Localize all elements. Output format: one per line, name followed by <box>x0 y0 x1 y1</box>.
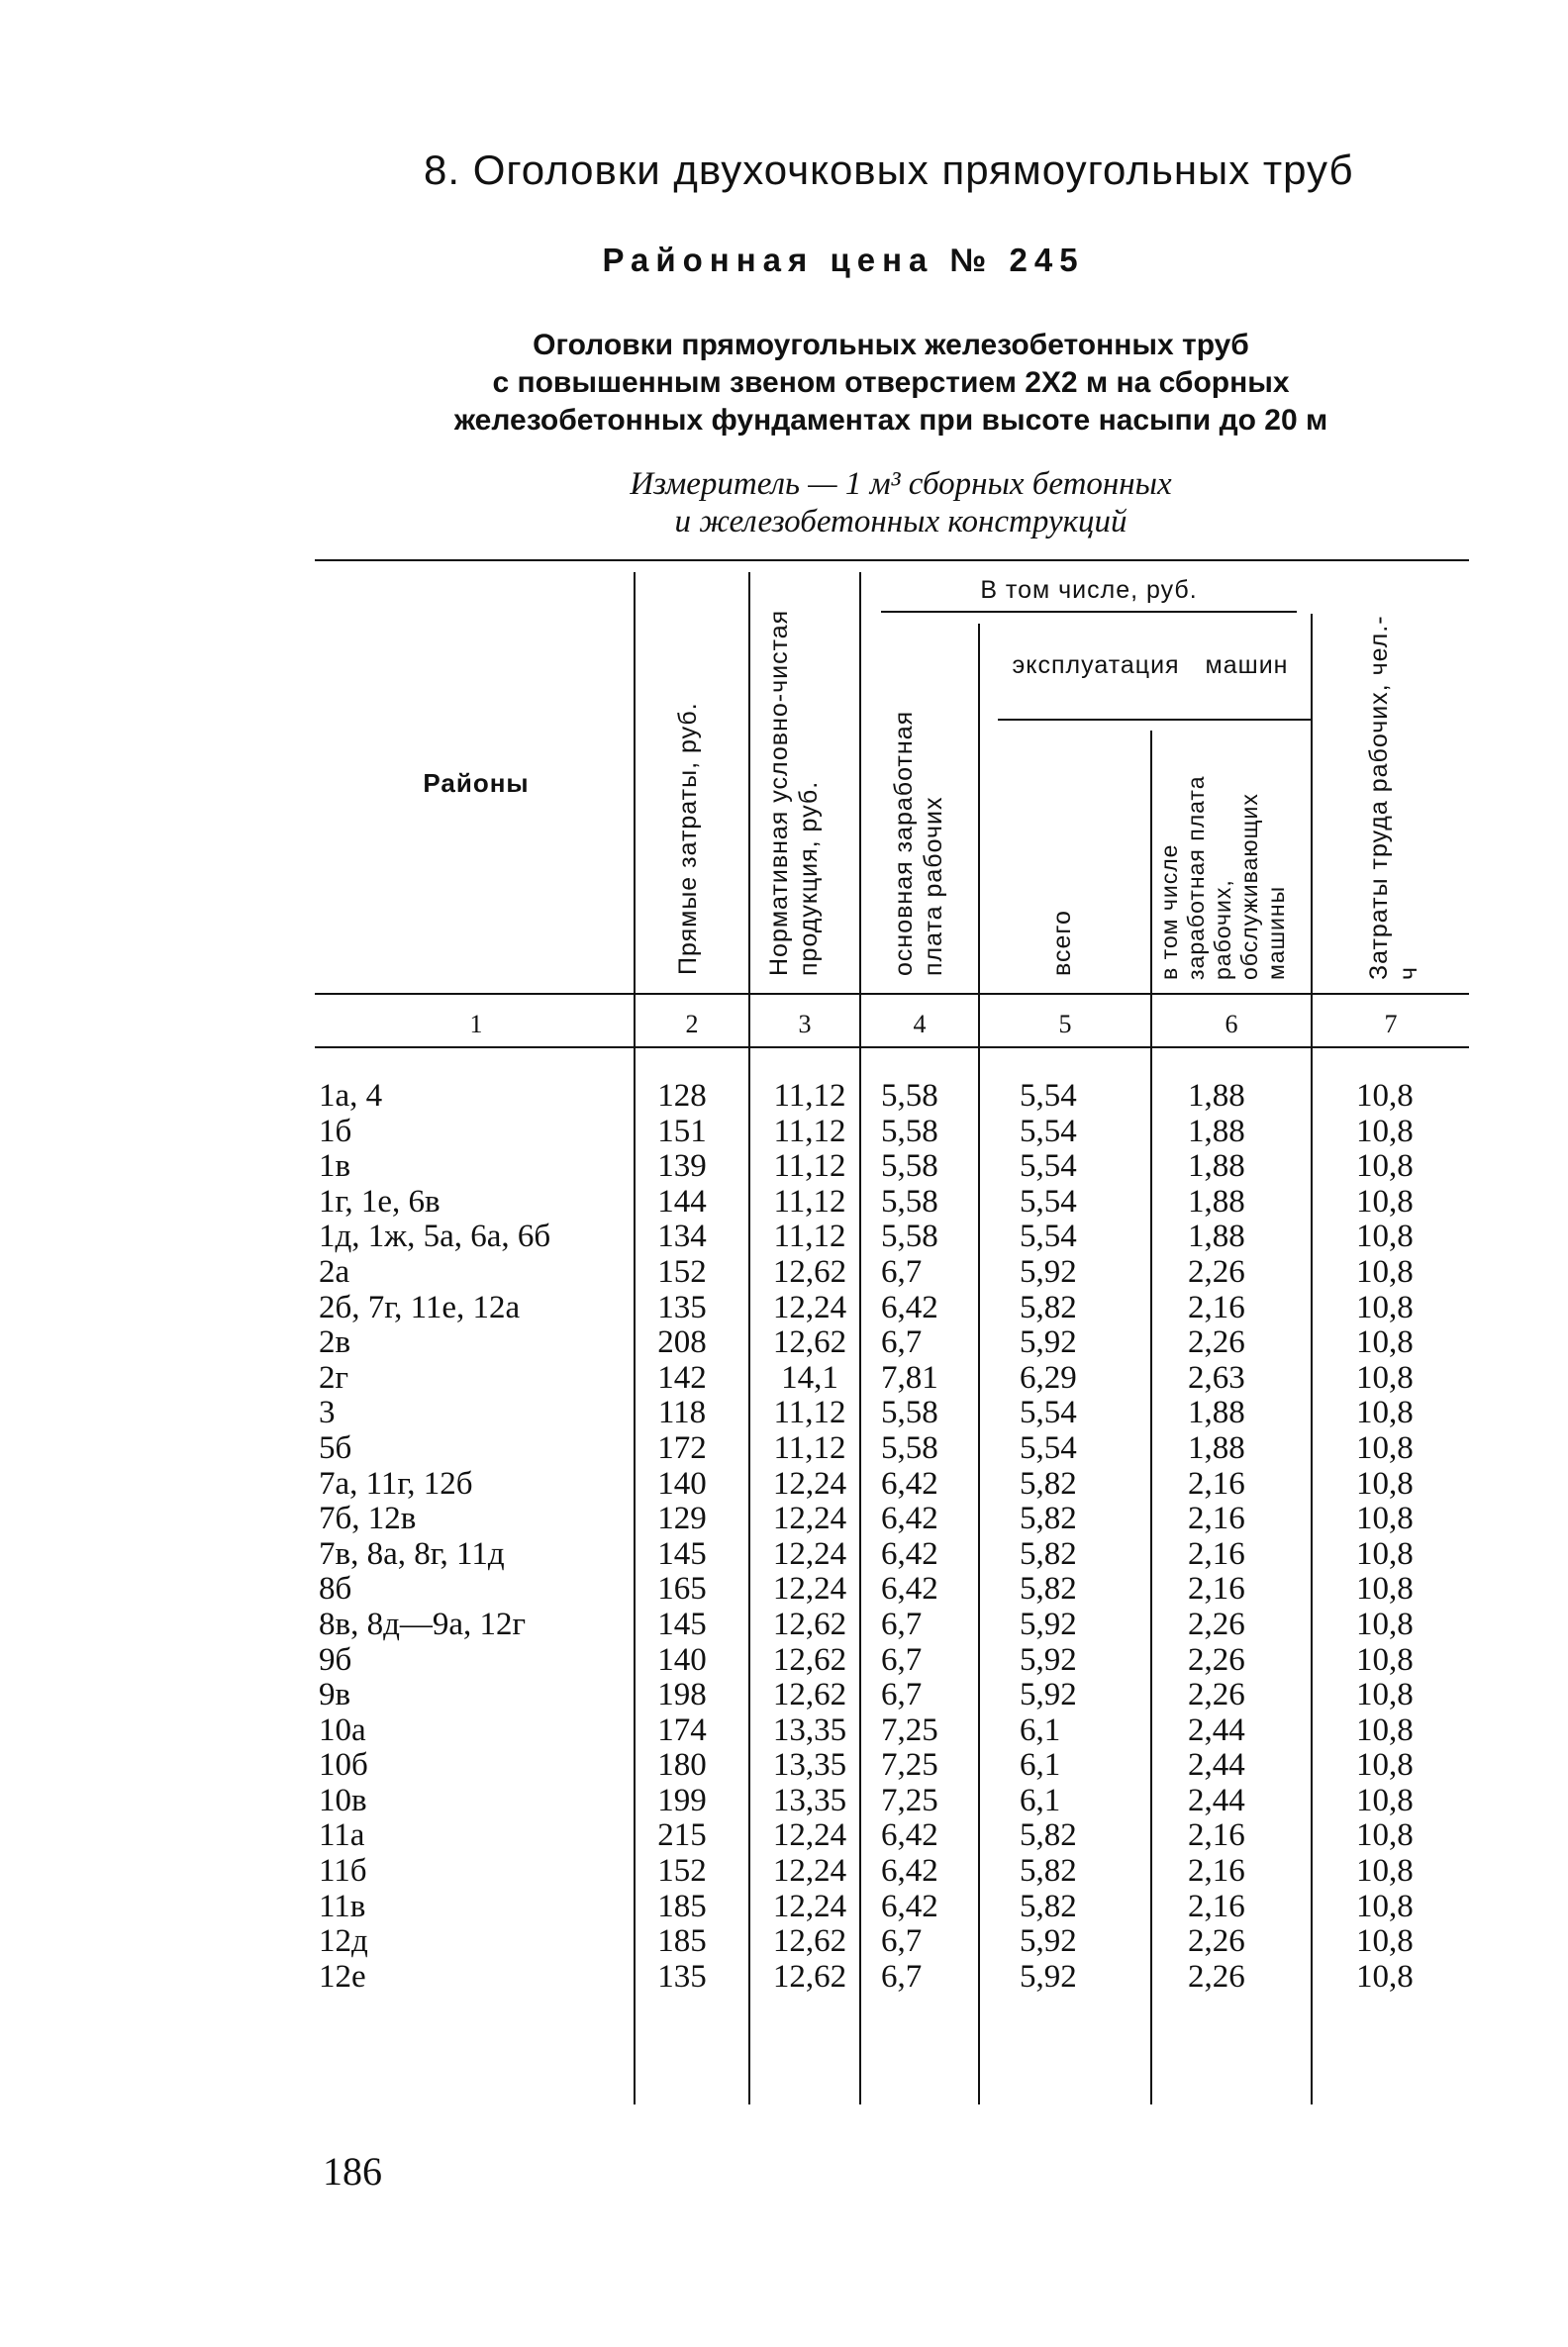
column-number: 3 <box>798 1010 812 1038</box>
direct-costs-cell: 198 <box>657 1677 707 1713</box>
district-cell: 12д <box>319 1923 368 1960</box>
machine-wage-cell: 1,88 <box>1188 1078 1245 1114</box>
labor-cell: 10,8 <box>1356 1253 1414 1290</box>
district-cell: 7б, 12в <box>319 1501 417 1537</box>
table-row <box>0 1325 1568 1361</box>
machine-total-cell: 5,82 <box>1020 1465 1077 1502</box>
district-cell: 2г <box>319 1359 349 1396</box>
column-number: 7 <box>1384 1010 1398 1038</box>
direct-costs-cell: 172 <box>657 1429 707 1466</box>
district-cell: 3 <box>319 1395 336 1431</box>
table-row <box>0 1115 1568 1150</box>
table-row <box>0 1818 1568 1854</box>
direct-costs-cell: 140 <box>657 1465 707 1502</box>
measure-line: Измеритель — 1 м³ сборных бетонных <box>630 466 1172 502</box>
machine-total-cell: 6,1 <box>1020 1747 1061 1784</box>
normative-output-cell: 13,35 <box>772 1711 847 1748</box>
district-cell: 2в <box>319 1324 351 1361</box>
base-wage-cell: 5,58 <box>881 1395 938 1431</box>
normative-output-cell: 12,24 <box>772 1465 847 1502</box>
district-cell: 12е <box>319 1958 366 1995</box>
normative-output-cell: 11,12 <box>773 1113 846 1149</box>
direct-costs-cell: 135 <box>657 1289 707 1325</box>
machine-wage-cell: 2,16 <box>1188 1289 1245 1325</box>
machine-wage-cell: 1,88 <box>1188 1113 1245 1149</box>
machine-wage-cell: 2,16 <box>1188 1853 1245 1890</box>
base-wage-cell: 6,42 <box>881 1853 938 1890</box>
machine-total-cell: 5,92 <box>1020 1606 1077 1642</box>
base-wage-cell: 5,58 <box>881 1113 938 1149</box>
district-cell: 11а <box>319 1817 365 1854</box>
normative-output-cell: 12,24 <box>772 1817 847 1854</box>
machine-wage-cell: 2,26 <box>1188 1677 1245 1713</box>
base-wage-cell: 5,58 <box>881 1429 938 1466</box>
direct-costs-cell: 135 <box>657 1958 707 1995</box>
table-top-rule <box>315 559 1469 561</box>
table-row <box>0 1784 1568 1819</box>
normative-output-cell: 12,24 <box>772 1501 847 1537</box>
machine-total-cell: 5,82 <box>1020 1817 1077 1854</box>
table-row <box>0 1890 1568 1925</box>
machine-total-cell: 6,1 <box>1020 1782 1061 1818</box>
machine-total-cell: 5,92 <box>1020 1253 1077 1290</box>
direct-costs-cell: 185 <box>657 1888 707 1924</box>
labor-cell: 10,8 <box>1356 1782 1414 1818</box>
table-row <box>0 1643 1568 1679</box>
district-cell: 9б <box>319 1641 352 1678</box>
machine-wage-cell: 1,88 <box>1188 1148 1245 1185</box>
table-row <box>0 1537 1568 1573</box>
direct-costs-cell: 208 <box>657 1324 707 1361</box>
normative-output-cell: 12,24 <box>772 1888 847 1924</box>
machine-total-cell: 5,54 <box>1020 1148 1077 1185</box>
table-row <box>0 1854 1568 1890</box>
machine-wage-cell: 2,63 <box>1188 1359 1245 1396</box>
labor-cell: 10,8 <box>1356 1183 1414 1220</box>
district-cell: 7а, 11г, 12б <box>319 1465 473 1502</box>
labor-cell: 10,8 <box>1356 1359 1414 1396</box>
district-cell: 9в <box>319 1677 351 1713</box>
header-machine-wage-text: в том числе заработная плата рабочих, обслуживающих машины <box>1156 775 1289 980</box>
base-wage-cell: 7,25 <box>881 1711 938 1748</box>
table-row <box>0 1502 1568 1537</box>
table-row <box>0 1960 1568 1996</box>
table-body <box>0 1079 1568 1995</box>
district-cell: 7в, 8а, 8г, 11д <box>319 1535 505 1572</box>
normative-output-cell: 12,62 <box>772 1324 847 1361</box>
machine-wage-cell: 1,88 <box>1188 1219 1245 1255</box>
machine-total-cell: 5,92 <box>1020 1923 1077 1960</box>
normative-output-cell: 13,35 <box>772 1782 847 1818</box>
machine-wage-cell: 2,16 <box>1188 1501 1245 1537</box>
normative-output-cell: 12,24 <box>772 1535 847 1572</box>
direct-costs-cell: 140 <box>657 1641 707 1678</box>
base-wage-cell: 6,7 <box>881 1923 923 1960</box>
base-wage-cell: 6,42 <box>881 1465 938 1502</box>
machine-wage-cell: 2,26 <box>1188 1641 1245 1678</box>
direct-costs-cell: 134 <box>657 1219 707 1255</box>
district-cell: 8в, 8д—9а, 12г <box>319 1606 527 1642</box>
base-wage-cell: 6,7 <box>881 1253 923 1290</box>
normative-output-cell: 11,12 <box>773 1148 846 1185</box>
base-wage-cell: 6,7 <box>881 1606 923 1642</box>
district-cell: 8б <box>319 1571 352 1608</box>
district-cell: 10а <box>319 1711 366 1748</box>
base-wage-cell: 5,58 <box>881 1148 938 1185</box>
subtitle-line: Оголовки прямоугольных железобетонных труб <box>533 329 1249 361</box>
column-number: 2 <box>685 1010 699 1038</box>
direct-costs-cell: 215 <box>657 1817 707 1854</box>
normative-output-cell: 14,1 <box>781 1359 838 1396</box>
normative-output-cell: 12,24 <box>772 1571 847 1608</box>
labor-cell: 10,8 <box>1356 1148 1414 1185</box>
table-row <box>0 1361 1568 1397</box>
labor-cell: 10,8 <box>1356 1465 1414 1502</box>
labor-cell: 10,8 <box>1356 1677 1414 1713</box>
normative-output-cell: 12,62 <box>772 1253 847 1290</box>
machine-wage-cell: 2,16 <box>1188 1535 1245 1572</box>
district-cell: 10в <box>319 1782 367 1818</box>
district-cell: 11в <box>319 1888 366 1924</box>
header-machine-operation: эксплуатация машин <box>1012 651 1289 679</box>
district-cell: 1г, 1е, 6в <box>319 1183 441 1220</box>
base-wage-cell: 5,58 <box>881 1219 938 1255</box>
machine-wage-cell: 2,16 <box>1188 1571 1245 1608</box>
machine-total-cell: 5,54 <box>1020 1395 1077 1431</box>
machine-wage-cell: 2,26 <box>1188 1324 1245 1361</box>
table-row <box>0 1149 1568 1185</box>
machine-wage-cell: 2,26 <box>1188 1958 1245 1995</box>
direct-costs-cell: 118 <box>657 1395 707 1431</box>
normative-output-cell: 13,35 <box>772 1747 847 1784</box>
base-wage-cell: 5,58 <box>881 1183 938 1220</box>
column-number: 5 <box>1058 1010 1072 1038</box>
labor-cell: 10,8 <box>1356 1958 1414 1995</box>
header-bottom-rule <box>315 993 1469 995</box>
base-wage-cell: 6,7 <box>881 1324 923 1361</box>
subtitle-line: железобетонных фундаментах при высоте насыпи до 20 м <box>453 404 1328 437</box>
machine-wage-cell: 2,44 <box>1188 1711 1245 1748</box>
base-wage-cell: 6,7 <box>881 1641 923 1678</box>
labor-cell: 10,8 <box>1356 1501 1414 1537</box>
table-row <box>0 1924 1568 1960</box>
table-row <box>0 1079 1568 1115</box>
labor-cell: 10,8 <box>1356 1711 1414 1748</box>
base-wage-cell: 6,42 <box>881 1817 938 1854</box>
column-numbers-rule <box>315 1046 1469 1048</box>
direct-costs-cell: 152 <box>657 1853 707 1890</box>
machine-wage-cell: 1,88 <box>1188 1395 1245 1431</box>
normative-output-cell: 11,12 <box>773 1395 846 1431</box>
labor-cell: 10,8 <box>1356 1817 1414 1854</box>
direct-costs-cell: 129 <box>657 1501 707 1537</box>
labor-cell: 10,8 <box>1356 1853 1414 1890</box>
table-row <box>0 1572 1568 1608</box>
district-cell: 1б <box>319 1113 352 1149</box>
header-labor <box>1364 614 1433 980</box>
column-number: 4 <box>913 1010 927 1038</box>
machine-total-cell: 5,82 <box>1020 1853 1077 1890</box>
table-row <box>0 1431 1568 1467</box>
labor-cell: 10,8 <box>1356 1747 1414 1784</box>
machine-wage-cell: 2,16 <box>1188 1888 1245 1924</box>
labor-cell: 10,8 <box>1356 1289 1414 1325</box>
district-cell: 1а, 4 <box>319 1078 383 1114</box>
machine-wage-cell: 1,88 <box>1188 1183 1245 1220</box>
district-cell: 11б <box>319 1853 367 1890</box>
normative-output-cell: 12,62 <box>772 1641 847 1678</box>
normative-output-cell: 12,24 <box>772 1853 847 1890</box>
base-wage-cell: 6,42 <box>881 1535 938 1572</box>
direct-costs-cell: 151 <box>657 1113 707 1149</box>
section-title: 8. Оголовки двухочковых прямоугольных труб <box>424 147 1354 193</box>
table-row <box>0 1185 1568 1221</box>
labor-cell: 10,8 <box>1356 1888 1414 1924</box>
normative-output-cell: 12,62 <box>772 1677 847 1713</box>
labor-cell: 10,8 <box>1356 1324 1414 1361</box>
district-cell: 5б <box>319 1429 352 1466</box>
header-base-wage <box>889 653 958 976</box>
labor-cell: 10,8 <box>1356 1429 1414 1466</box>
labor-cell: 10,8 <box>1356 1078 1414 1114</box>
district-cell: 10б <box>319 1747 368 1784</box>
machine-total-cell: 5,54 <box>1020 1429 1077 1466</box>
direct-costs-cell: 145 <box>657 1535 707 1572</box>
labor-cell: 10,8 <box>1356 1535 1414 1572</box>
machine-total-cell: 5,54 <box>1020 1183 1077 1220</box>
machine-total-cell: 6,29 <box>1020 1359 1077 1396</box>
district-cell: 2б, 7г, 11е, 12а <box>319 1289 521 1325</box>
base-wage-cell: 6,42 <box>881 1571 938 1608</box>
machine-wage-cell: 2,16 <box>1188 1465 1245 1502</box>
machine-wage-cell: 2,26 <box>1188 1253 1245 1290</box>
base-wage-cell: 7,81 <box>881 1359 938 1396</box>
machine-total-cell: 5,82 <box>1020 1888 1077 1924</box>
machine-total-cell: 5,82 <box>1020 1289 1077 1325</box>
table-row <box>0 1396 1568 1431</box>
normative-output-cell: 12,62 <box>772 1606 847 1642</box>
table-row <box>0 1713 1568 1749</box>
normative-output-cell: 12,24 <box>772 1289 847 1325</box>
table-subtitle <box>356 327 1425 440</box>
normative-output-cell: 11,12 <box>773 1429 846 1466</box>
header-labor-text: Затраты труда рабочих, чел.-ч <box>1365 615 1422 980</box>
direct-costs-cell: 185 <box>657 1923 707 1960</box>
normative-output-cell: 11,12 <box>773 1078 846 1114</box>
measure-unit <box>436 465 1366 540</box>
header-direct-costs: Прямые затраты, руб. <box>674 702 702 975</box>
labor-cell: 10,8 <box>1356 1571 1414 1608</box>
table-row <box>0 1748 1568 1784</box>
labor-cell: 10,8 <box>1356 1395 1414 1431</box>
base-wage-cell: 5,58 <box>881 1078 938 1114</box>
machine-wage-cell: 1,88 <box>1188 1429 1245 1466</box>
machine-wage-cell: 2,26 <box>1188 1923 1245 1960</box>
base-wage-cell: 6,42 <box>881 1289 938 1325</box>
column-number: 1 <box>469 1010 483 1038</box>
machine-total-cell: 5,92 <box>1020 1958 1077 1995</box>
labor-cell: 10,8 <box>1356 1606 1414 1642</box>
header-districts: Районы <box>423 768 530 798</box>
base-wage-cell: 7,25 <box>881 1782 938 1818</box>
direct-costs-cell: 128 <box>657 1078 707 1114</box>
machine-total-cell: 5,82 <box>1020 1535 1077 1572</box>
page-number: 186 <box>323 2149 382 2194</box>
header-total: всего <box>1048 910 1076 976</box>
machine-total-cell: 5,54 <box>1020 1078 1077 1114</box>
base-wage-cell: 6,7 <box>881 1958 923 1995</box>
machines-underline <box>998 719 1311 721</box>
table-row <box>0 1608 1568 1643</box>
labor-cell: 10,8 <box>1356 1219 1414 1255</box>
column-number: 6 <box>1225 1010 1238 1038</box>
direct-costs-cell: 142 <box>657 1359 707 1396</box>
machine-total-cell: 5,92 <box>1020 1677 1077 1713</box>
table-row <box>0 1291 1568 1326</box>
header-machine-wage <box>1156 731 1305 980</box>
base-wage-cell: 6,42 <box>881 1888 938 1924</box>
table-row <box>0 1678 1568 1713</box>
base-wage-cell: 6,42 <box>881 1501 938 1537</box>
direct-costs-cell: 145 <box>657 1606 707 1642</box>
header-including: В том числе, руб. <box>980 576 1198 604</box>
table-row <box>0 1467 1568 1503</box>
machine-total-cell: 5,54 <box>1020 1113 1077 1149</box>
labor-cell: 10,8 <box>1356 1641 1414 1678</box>
header-normative-output-text: Нормативная условно-чистая продукция, руб. <box>765 609 823 976</box>
header-normative-output <box>764 584 833 976</box>
direct-costs-cell: 152 <box>657 1253 707 1290</box>
direct-costs-cell: 180 <box>657 1747 707 1784</box>
header-base-wage-text: основная заработная плата рабочих <box>890 710 947 976</box>
machine-wage-cell: 2,26 <box>1188 1606 1245 1642</box>
district-cell: 1в <box>319 1148 351 1185</box>
direct-costs-cell: 144 <box>657 1183 707 1220</box>
district-cell: 2а <box>319 1253 350 1290</box>
normative-output-cell: 11,12 <box>773 1219 846 1255</box>
district-cell: 1д, 1ж, 5а, 6а, 6б <box>319 1219 551 1255</box>
direct-costs-cell: 139 <box>657 1148 707 1185</box>
machine-total-cell: 5,92 <box>1020 1324 1077 1361</box>
including-underline <box>881 611 1297 613</box>
direct-costs-cell: 174 <box>657 1711 707 1748</box>
machine-wage-cell: 2,16 <box>1188 1817 1245 1854</box>
normative-output-cell: 12,62 <box>772 1958 847 1995</box>
machine-total-cell: 5,82 <box>1020 1501 1077 1537</box>
table-row <box>0 1255 1568 1291</box>
base-wage-cell: 6,7 <box>881 1677 923 1713</box>
price-title: Районная цена № 245 <box>602 242 1085 278</box>
direct-costs-cell: 199 <box>657 1782 707 1818</box>
measure-line: и железобетонных конструкций <box>674 504 1127 539</box>
machine-total-cell: 5,54 <box>1020 1219 1077 1255</box>
table-row <box>0 1220 1568 1255</box>
normative-output-cell: 11,12 <box>773 1183 846 1220</box>
machine-wage-cell: 2,44 <box>1188 1782 1245 1818</box>
normative-output-cell: 12,62 <box>772 1923 847 1960</box>
labor-cell: 10,8 <box>1356 1113 1414 1149</box>
base-wage-cell: 7,25 <box>881 1747 938 1784</box>
machine-total-cell: 5,92 <box>1020 1641 1077 1678</box>
labor-cell: 10,8 <box>1356 1923 1414 1960</box>
machine-wage-cell: 2,44 <box>1188 1747 1245 1784</box>
subtitle-line: с повышенным звеном отверстием 2X2 м на сборных <box>492 366 1290 399</box>
machine-total-cell: 5,82 <box>1020 1571 1077 1608</box>
machine-total-cell: 6,1 <box>1020 1711 1061 1748</box>
direct-costs-cell: 165 <box>657 1571 707 1608</box>
